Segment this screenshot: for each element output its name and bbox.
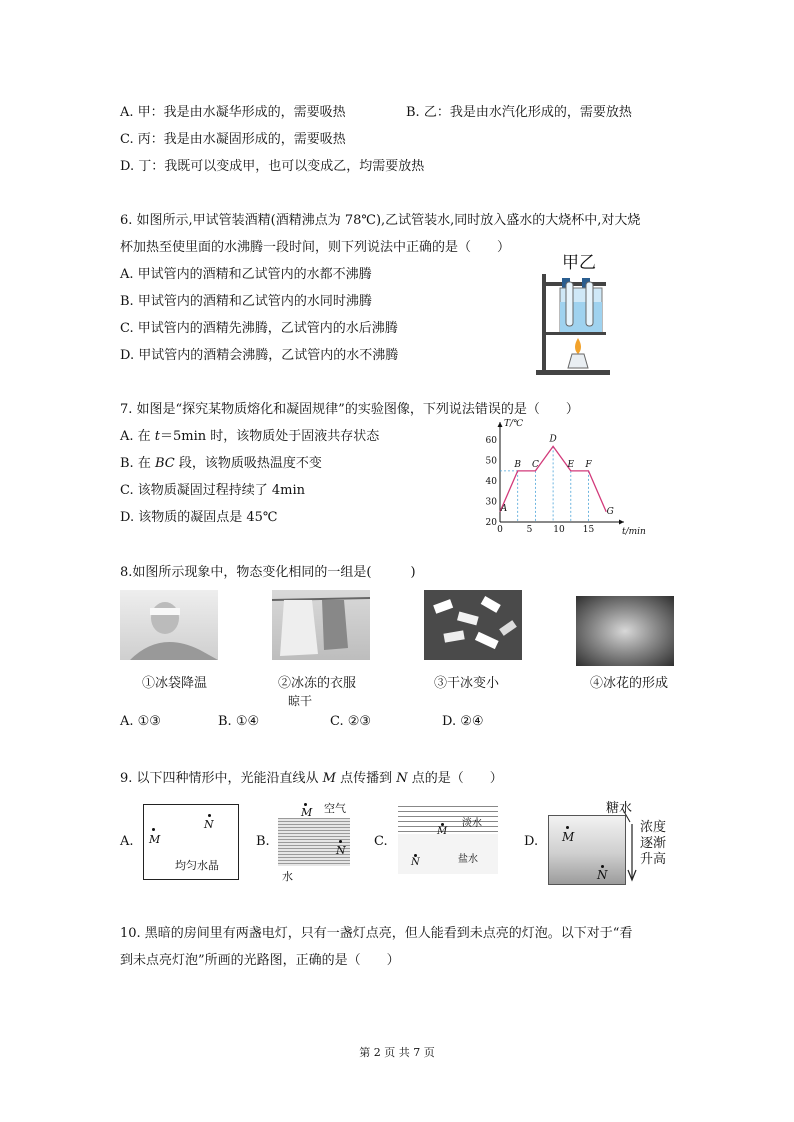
q9d-point-m [566,826,569,829]
q6-figure-label: 甲乙 [562,253,596,273]
q7-option-a: A. 在 t＝5min 时，该物质处于固液共存状态 [120,429,380,444]
q6-stem-line2: 杯加热至使里面的水沸腾一段时间，则下列说法中正确的是（ ） [120,240,511,255]
q9c-salt-label: 盐水 [458,854,478,865]
q10-stem-line2: 到未点亮灯泡”所画的光路图，正确的是（ ） [120,953,400,968]
q9a-point-n [208,814,211,817]
q9b-point-n [339,840,342,843]
point-label-B: B [514,459,522,470]
x-tick-label: 10 [553,525,565,535]
x-tick-label: 5 [526,525,533,535]
q6-option-c: C. 甲试管内的酒精先沸腾，乙试管内的水后沸腾 [120,321,398,336]
point-label-G: G [606,506,614,517]
q9d-arrow-icon [616,806,638,882]
q9c-fresh-water-layer [398,806,498,834]
q8-caption-4: ④冰花的形成 [590,676,669,691]
q6-stem-line1: 6. 如图所示,甲试管装酒精(酒精沸点为 78℃),乙试管装水,同时放入盛水的大烧杯中,对大烧 [120,213,641,228]
q7-option-b: B. 在 BC 段，该物质吸热温度不变 [120,456,322,471]
q8-stem: 8.如图所示现象中，物态变化相同的一组是( ) [120,565,416,580]
q9b-n-label: N [336,844,346,857]
q9b-air-label: 空气 [324,802,346,815]
q6-option-a: A. 甲试管内的酒精和乙试管内的水都不沸腾 [120,267,372,282]
q5-option-a: A. 甲：我是由水凝华形成的，需要吸热 [120,105,346,120]
page-footer: 第 2 页 共 7 页 [359,1046,435,1059]
q8-caption-2: ②冰冻的衣服 [278,676,357,691]
stand-rod [542,274,546,372]
q5-option-b: B. 乙：我是由水汽化形成的，需要放热 [406,105,632,120]
q8-option-c: C. ②③ [330,714,372,729]
photo-ice-pack [120,590,218,660]
test-tube-yi [586,282,593,326]
melting-curve-chart [478,418,646,538]
y-tick-label: 60 [485,436,497,447]
q7-option-c: C. 该物质凝固过程持续了 4min [120,483,306,498]
q6-apparatus-figure [534,268,614,378]
y-axis-arrow [498,422,503,427]
x-tick-label: 15 [582,525,595,535]
q9b-m-label: M [301,806,313,819]
x-axis-arrow [619,520,624,525]
alcohol-lamp [568,354,588,368]
q9c-m-label: M [437,826,448,837]
q9-label-d: D. [524,834,539,849]
flame [575,338,581,354]
point-label-F: F [585,459,592,470]
q9a-n-label: N [204,818,214,831]
q9d-note: 浓度 逐渐 升高 [640,820,667,867]
photo-ice-flower [576,596,674,666]
q8-option-a: A. ①③ [120,714,161,729]
q9-label-c: C. [374,834,388,849]
y-tick-label: 50 [485,456,497,467]
ring-support [544,332,606,335]
q9c-fresh-label: 淡水 [462,818,482,829]
q9a-point-m [152,828,155,831]
stand-base [536,370,610,375]
y-axis-label: T/℃ [504,419,524,429]
photo-dry-ice [424,590,522,660]
y-tick-label: 20 [485,518,497,528]
clamp-bar [544,282,606,286]
q9b-water-label: 水 [282,870,293,883]
q8-caption-2-line2: 晾干 [288,694,313,708]
q9d-n-label: N [597,868,608,882]
photo-frozen-clothes [272,590,370,660]
y-tick-label: 40 [485,477,497,488]
q5-option-c: C. 丙：我是由水凝固形成的，需要吸热 [120,132,346,147]
q7-stem: 7. 如图是“探究某物质熔化和凝固规律”的实验图像，下列说法错误的是（ ） [120,402,579,417]
point-label-E: E [567,459,575,470]
point-label-A: A [500,503,508,514]
q9-label-a: A. [120,834,134,849]
q9a-medium-label: 均匀水晶 [175,859,219,872]
q8-option-d: D. ②④ [442,714,484,729]
q9-label-b: B. [256,834,270,849]
q9d-m-label: M [562,830,575,844]
q5-option-d: D. 丁：我既可以变成甲，也可以变成乙，均需要放热 [120,159,425,174]
q10-stem-line1: 10. 黑暗的房间里有两盏电灯，只有一盏灯点亮，但人能看到未点亮的灯泡。以下对于“看 [120,926,633,941]
y-tick-label: 30 [485,497,497,508]
q8-caption-1: ①冰袋降温 [142,676,208,691]
point-label-D: D [549,434,557,445]
x-axis-label: t/min [622,527,646,537]
q9d-sugar-label: 糖水 [606,801,633,816]
q8-option-b: B. ①④ [218,714,260,729]
q9c-salt-water-layer [398,834,498,874]
q9-stem: 9. 以下四种情形中，光能沿直线从 M 点传播到 N 点的是（ ） [120,771,503,786]
q7-option-d: D. 该物质的凝固点是 45℃ [120,510,278,525]
point-label-C: C [531,459,539,470]
test-tube-jia [566,282,573,326]
q6-option-d: D. 甲试管内的酒精会沸腾，乙试管内的水不沸腾 [120,348,399,363]
q9a-m-label: M [149,833,161,846]
q6-option-b: B. 甲试管内的酒精和乙试管内的水同时沸腾 [120,294,372,309]
q8-caption-3: ③干冰变小 [434,676,500,691]
q9-figure-d [548,815,626,885]
x-tick-label: 0 [497,525,503,535]
q9c-n-label: N [411,857,420,868]
